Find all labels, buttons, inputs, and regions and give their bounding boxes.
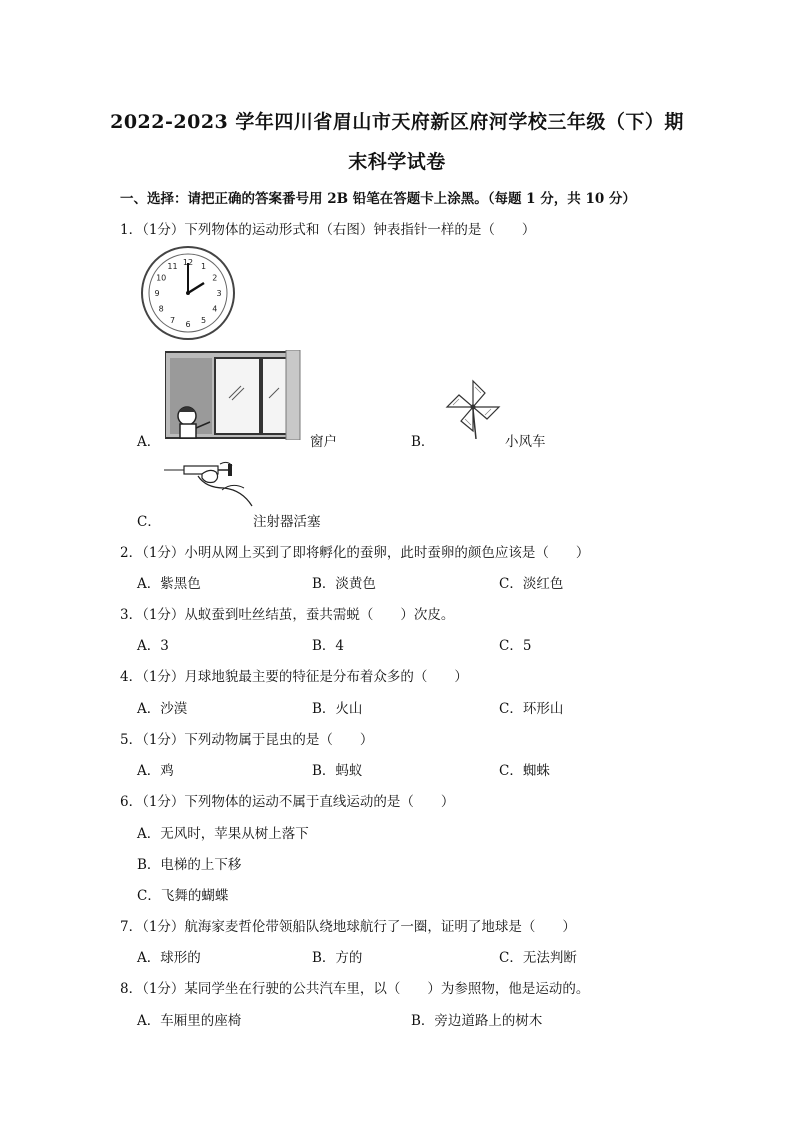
clock-numeral: 1 bbox=[200, 262, 207, 272]
q1-caption-c: 注射器活塞 bbox=[253, 514, 321, 530]
clock-numeral: 5 bbox=[200, 315, 207, 325]
q3-option-c: C．5 bbox=[499, 638, 532, 654]
q7-option-a: A．球形的 bbox=[137, 950, 201, 966]
q8-option-a: A．车厢里的座椅 bbox=[137, 1013, 242, 1029]
q8-option-b: B．旁边道路上的树木 bbox=[411, 1013, 543, 1029]
question-2: 2．（1分）小明从网上买到了即将孵化的蚕卵，此时蚕卵的颜色应该是（ ） bbox=[120, 545, 590, 561]
q6-option-c: C．飞舞的蝴蝶 bbox=[137, 888, 229, 904]
clock-numeral: 12 bbox=[182, 258, 194, 267]
question-7: 7．（1分）航海家麦哲伦带领船队绕地球航行了一圈，证明了地球是（ ） bbox=[120, 919, 576, 935]
q7-option-b: B．方的 bbox=[312, 950, 363, 966]
syringe-image bbox=[162, 460, 254, 510]
q1-option-c: C． bbox=[137, 514, 161, 530]
q1-option-a: A． bbox=[137, 434, 161, 450]
question-6: 6．（1分）下列物体的运动不属于直线运动的是（ ） bbox=[120, 794, 455, 810]
q1-caption-b: 小风车 bbox=[505, 434, 546, 450]
clock-numeral: 6 bbox=[185, 320, 191, 329]
q6-option-a: A．无风时，苹果从树上落下 bbox=[137, 826, 309, 842]
question-8: 8．（1分）某同学坐在行驶的公共汽车里，以（ ）为参照物，他是运动的。 bbox=[120, 981, 590, 997]
section-heading: 一、选择：请把正确的答案番号用 2B 铅笔在答题卡上涂黑。（每题 1 分，共 10 分） bbox=[120, 191, 636, 207]
q3-option-a: A．3 bbox=[137, 638, 169, 654]
q6-option-b: B．电梯的上下移 bbox=[137, 857, 242, 873]
pinwheel-image bbox=[443, 377, 503, 439]
page-title-line1: 2022-2023 学年四川省眉山市天府新区府河学校三年级（下）期 bbox=[110, 111, 684, 133]
clock-numeral: 11 bbox=[167, 262, 178, 272]
question-5: 5．（1分）下列动物属于昆虫的是（ ） bbox=[120, 732, 374, 748]
q2-option-b: B．淡黄色 bbox=[312, 576, 376, 592]
clock-numeral: 8 bbox=[158, 304, 164, 314]
clock-numeral: 7 bbox=[169, 315, 176, 325]
q1-option-b: B． bbox=[411, 434, 435, 450]
clock-image bbox=[140, 245, 236, 341]
clock-numeral: 2 bbox=[212, 273, 218, 283]
q5-option-a: A．鸡 bbox=[137, 763, 174, 779]
q3-option-b: B．4 bbox=[312, 638, 345, 654]
q2-option-a: A．紫黑色 bbox=[137, 576, 201, 592]
q4-option-b: B．火山 bbox=[312, 701, 363, 717]
window-image bbox=[165, 350, 305, 440]
q5-option-c: C．蜘蛛 bbox=[499, 763, 550, 779]
question-3: 3．（1分）从蚁蚕到吐丝结茧，蚕共需蜕（ ）次皮。 bbox=[120, 607, 455, 623]
q4-option-a: A．沙漠 bbox=[137, 701, 188, 717]
question-4: 4．（1分）月球地貌最主要的特征是分布着众多的（ ） bbox=[120, 669, 468, 685]
clock-numeral: 9 bbox=[154, 289, 160, 298]
page-title-line2: 末科学试卷 bbox=[348, 151, 446, 173]
clock-numeral: 10 bbox=[156, 273, 167, 283]
q2-option-c: C．淡红色 bbox=[499, 576, 564, 592]
clock-numeral: 4 bbox=[212, 304, 218, 314]
q7-option-c: C．无法判断 bbox=[499, 950, 577, 966]
q1-caption-a: 窗户 bbox=[310, 434, 337, 450]
q5-option-b: B．蚂蚁 bbox=[312, 763, 363, 779]
q4-option-c: C．环形山 bbox=[499, 701, 564, 717]
question-1: 1．（1分）下列物体的运动形式和（右图）钟表指针一样的是（ ） bbox=[120, 222, 536, 238]
clock-numeral: 3 bbox=[216, 289, 222, 298]
